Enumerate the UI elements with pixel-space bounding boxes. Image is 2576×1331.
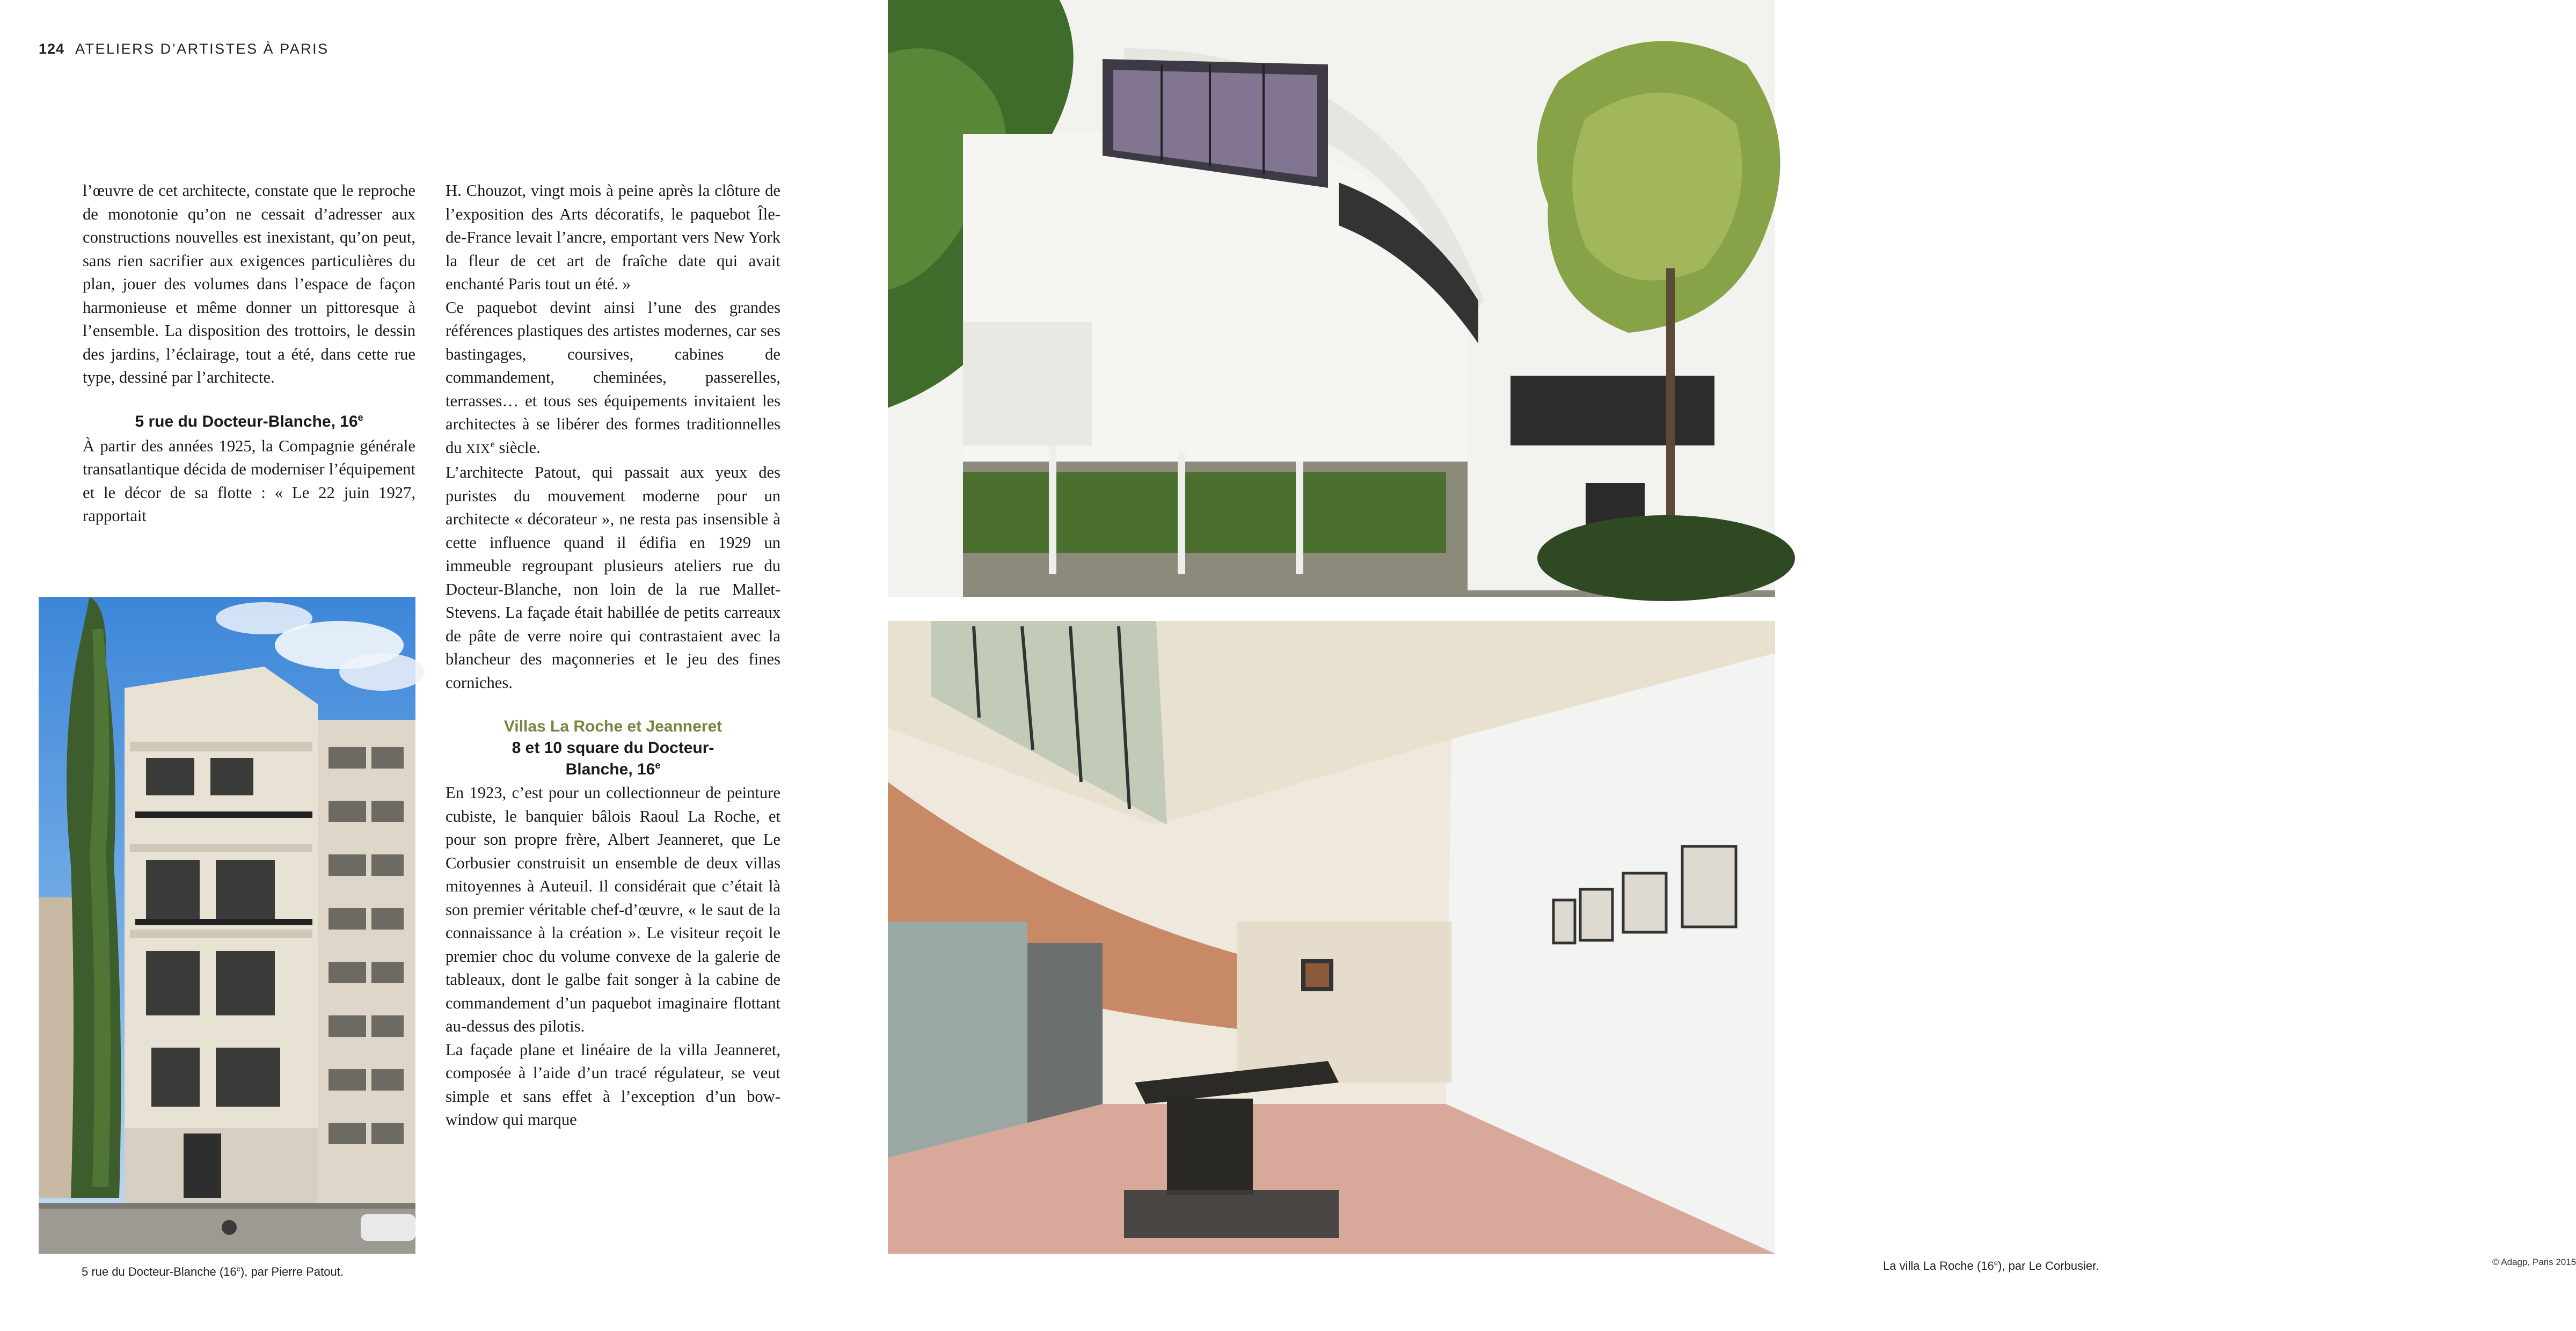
paragraph: Ce paquebot devint ainsi l’une des grandes références plastiques des artistes modernes, car ses bastingages, coursives, cabines de commandement, cheminées, passerelles, terrasses… et tous ses équipements invitaient les architectes à se libérer des formes traditionnelles du XIXe siècle. bbox=[446, 298, 780, 457]
paragraph: En 1923, c’est pour un collectionneur de peinture cubiste, le banquier bâlois Raoul La Roche, et pour son propre frère, Albert Jeanneret, que Le Corbusier construisit un ensemble de deux villas mitoyennes à Auteuil. Il considérait que c’était là son premier véritable chef-d’œuvre, « le saut de la connaissance à la création ». Le visiteur reçoit le premier choc du volume convexe de la galerie de tableaux, dont le galbe fait songer à la cabine de commandement d’un paquebot imaginaire flottant au-dessus des pilotis. bbox=[446, 784, 780, 1035]
paragraph: À partir des années 1925, la Compagnie générale transatlantique décida de moderniser l’équipement et le décor de sa flotte : « Le 22 juin 1927, rapportait bbox=[83, 436, 415, 525]
superscript: e bbox=[1994, 1259, 1998, 1267]
paragraph: L’architecte Patout, qui passait aux yeux des puristes du mouvement moderne pour un architecte « décorateur », ne resta pas insensible à cette influence quand il édifia en 1929 un immeuble regroupant plusieurs ateliers rue du Docteur-Blanche, non loin de la rue Mallet-Stevens. La façade était habillée de petits carreaux de pâte de verre noire qui contrastaient avec la blancheur des maçonneries et le jeu des fines corniches. bbox=[446, 463, 780, 692]
paragraph: La façade plane et linéaire de la villa Jeanneret, composée à l’aide d’un tracé régulateur, se veut simple et sans effet à l’exception d’un bow-window qui marque bbox=[446, 1040, 780, 1129]
building-facade-photo bbox=[39, 597, 415, 1254]
section-heading: Blanche, 16e bbox=[565, 760, 661, 778]
paragraph: l’œuvre de cet architecte, constate que le reproche de monotonie qu’on ne cessait d’adresser aux constructions nouvelles est inexistant, qu’on peut, sans rien sacrifier aux exigences particulières du plan, jouer des volumes dans l’espace de façon harmonieuse et même donner un pittoresque à l’ensemble. La disposition des trottoirs, le dessin des jardins, l’éclairage, tout a été, dans cette rue type, dessiné par l’architecte. bbox=[83, 181, 415, 386]
section-heading-green: Villas La Roche et Jeanneret bbox=[503, 718, 723, 735]
section-heading: 8 et 10 square du Docteur- bbox=[512, 739, 714, 757]
text-column-1 bbox=[83, 179, 415, 528]
running-head bbox=[39, 41, 329, 57]
section-heading bbox=[83, 411, 415, 433]
right-page bbox=[888, 0, 2576, 1331]
photo-credit: © Adagp, Paris 2015 bbox=[2492, 1257, 2576, 1267]
section-heading-text: 5 rue du Docteur-Blanche, 16 bbox=[135, 412, 358, 430]
century-numeral: XIX bbox=[466, 442, 491, 456]
photo-caption: La villa La Roche (16e), par Le Corbusier. bbox=[1883, 1259, 2099, 1273]
left-page bbox=[0, 0, 887, 1331]
photo-caption: 5 rue du Docteur-Blanche (16e), par Pierre Patout. bbox=[82, 1264, 344, 1278]
running-head-title: ATELIERS D’ARTISTES À PARIS bbox=[75, 41, 329, 57]
paragraph: H. Chouzot, vingt mois à peine après la clôture de l’exposition des Arts décoratifs, le paquebot Île-de-France levait l’ancre, emportant vers New York la fleur de cet art de fraîche date qui avait enchanté Paris tout un été. » bbox=[446, 181, 780, 293]
gallery-interior-photo bbox=[888, 621, 1775, 1254]
superscript: e bbox=[357, 412, 363, 423]
villa-exterior-photo bbox=[888, 0, 1775, 597]
page-number: 124 bbox=[39, 41, 65, 57]
superscript: e bbox=[236, 1264, 240, 1273]
text-column-2 bbox=[446, 179, 780, 1132]
